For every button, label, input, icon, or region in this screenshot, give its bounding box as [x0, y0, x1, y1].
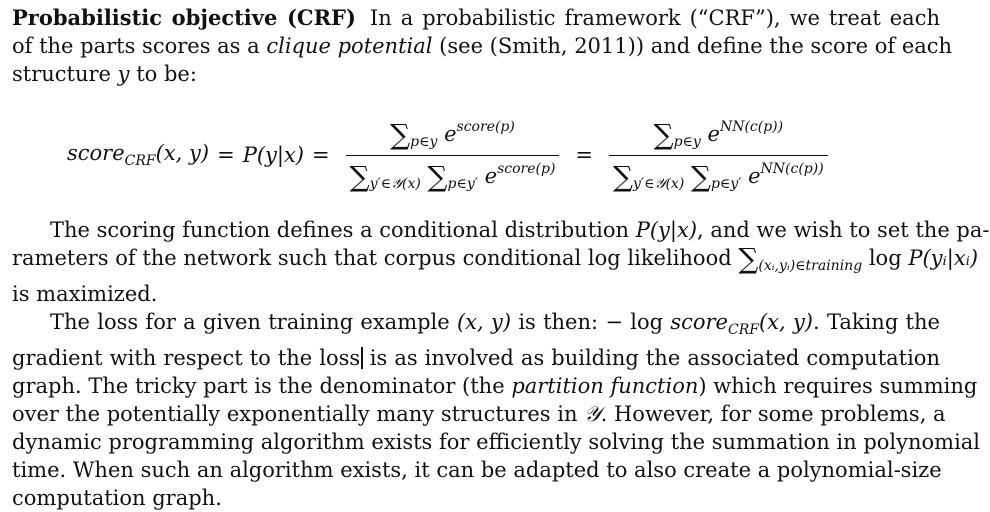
crf-score-equation: score$_{CRF}$(x, y) = P(y|x) = $\frac{\sum_{p\in y} e^{score(p)}}{\sum_{y'\in 𝒴(x)} \sum_{p\in y'} e^{score(p)}}$ = $\frac{\sum_{p\in y} e^{NN(c(p))}}{\sum_{y'\in 𝒴(x)} \sum_{p\in y'} e^{NN(c(p))}}$: [12, 100, 940, 210]
equation-lhs: score$_{CRF}$(x, y): [67, 141, 210, 169]
clique-potential-term: clique potential: [266, 34, 433, 58]
text-cursor: [361, 347, 363, 369]
fraction-nn: $\frac{\sum_{p\in y} e^{NN(c(p))}}{\sum_{y'\in 𝒴(x)} \sum_{p\in y'} e^{NN(c(p))}}$: [609, 118, 828, 193]
paragraph-2-line-2: rameters of the network such that corpus conditional log likelihood $\sum_{(xᵢ,yᵢ)\in training}$ log P(yᵢ|xᵢ): [12, 242, 979, 275]
paragraph-3-line-7: computation graph.: [12, 486, 222, 510]
paragraph-3-line-2: gradient with respect to the loss is as involved as building the associated computation: [12, 346, 940, 370]
paragraph-1-line-2: of the parts scores as a clique potential (see (Smith, 2011)) and define the score of each: [12, 34, 953, 58]
fraction-score: $\frac{\sum_{p\in y} e^{score(p)}}{\sum_{y'\in 𝒴(x)} \sum_{p\in y'} e^{score(p)}}$: [346, 118, 560, 193]
paragraph-3-line-3: graph. The tricky part is the denominator (the partition function) which requires summing: [12, 374, 978, 398]
paragraph-1-text: In a probabilistic framework (“CRF”), we treat each: [369, 6, 940, 30]
paragraph-2-line-3: is maximized.: [12, 282, 158, 306]
paragraph-3-line-6: time. When such an algorithm exists, it can be adapted to also create a polynomial-size: [12, 458, 942, 482]
paragraph-1-line-3: structure y to be:: [12, 62, 197, 86]
paragraph-3-line-5: dynamic programming algorithm exists for efficiently solving the summation in polynomial: [12, 430, 981, 454]
paragraph-1-line-1: [12, 4, 940, 32]
partition-function-term: partition function: [511, 374, 699, 398]
conditional-probability: P(y|x): [242, 143, 304, 167]
paper-page: [12, 4, 990, 512]
paragraph-3-line-1: The loss for a given training example (x, y) is then: − log score$_{CRF}$(x, y). Taking the: [50, 310, 940, 338]
paragraph-2-line-1: The scoring function defines a conditional distribution P(y|x), and we wish to set the pa-: [50, 218, 990, 242]
paragraph-3-line-4: over the potentially exponentially many structures in 𝒴. However, for some problems, a: [12, 402, 946, 426]
section-heading: Probabilistic objective (CRF): [12, 5, 356, 30]
